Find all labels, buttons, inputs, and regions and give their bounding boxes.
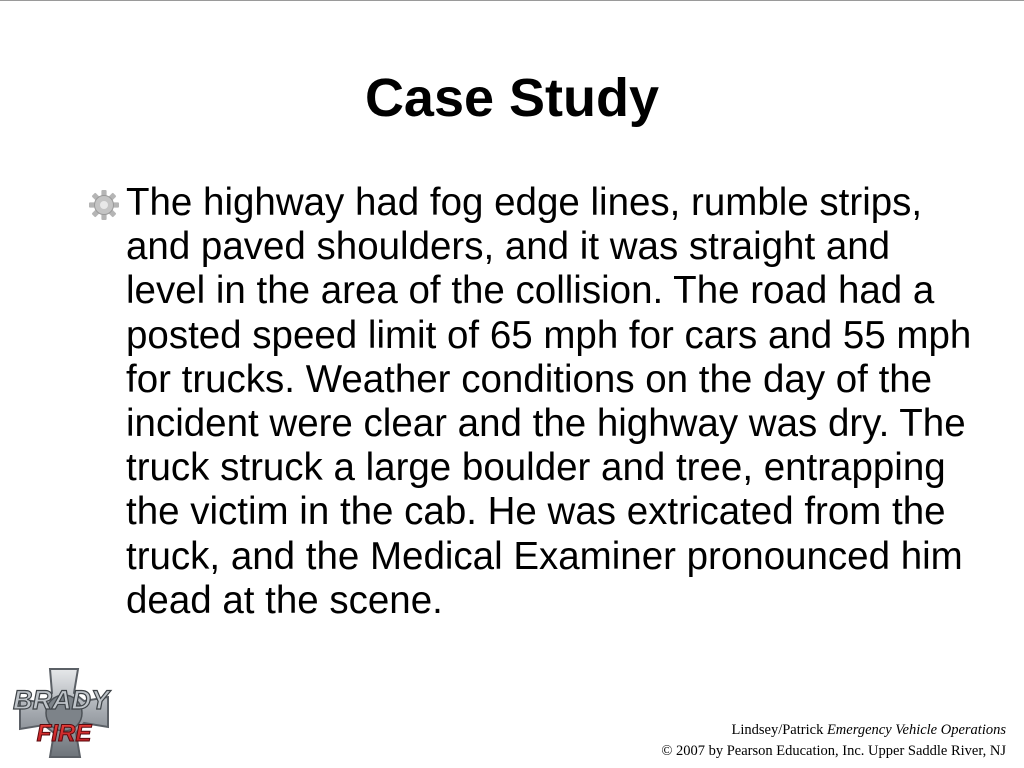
footer-citation (661, 720, 1006, 762)
footer-copyright: © 2007 by Pearson Education, Inc. Upper Saddle River, NJ (661, 743, 1006, 759)
logo-text-brady: BRADY (12, 685, 110, 715)
footer-book-title: Emergency Vehicle Operations (826, 722, 1006, 738)
bullet-text: The highway had fog edge lines, rumble strips, and paved shoulders, and it was straight and level in the area of the collision. The road had a posted speed limit of 65 mph for cars and 55 mph for trucks. Weather conditions on the day of the incident were clear and the highway was dry. The truck struck a large boulder and tree, entrapping the victim in the cab. He was extricated from the truck, and the Medical Examiner pronounced him dead at the scene. (126, 181, 972, 622)
footer-authors: Lindsey/Patrick (731, 722, 824, 738)
gear-bullet-icon (86, 187, 122, 223)
brady-fire-logo (4, 661, 122, 761)
logo-text-fire: FIRE (36, 720, 92, 747)
footer-line-1 (661, 720, 1006, 741)
slide-title: Case Study (364, 68, 660, 128)
